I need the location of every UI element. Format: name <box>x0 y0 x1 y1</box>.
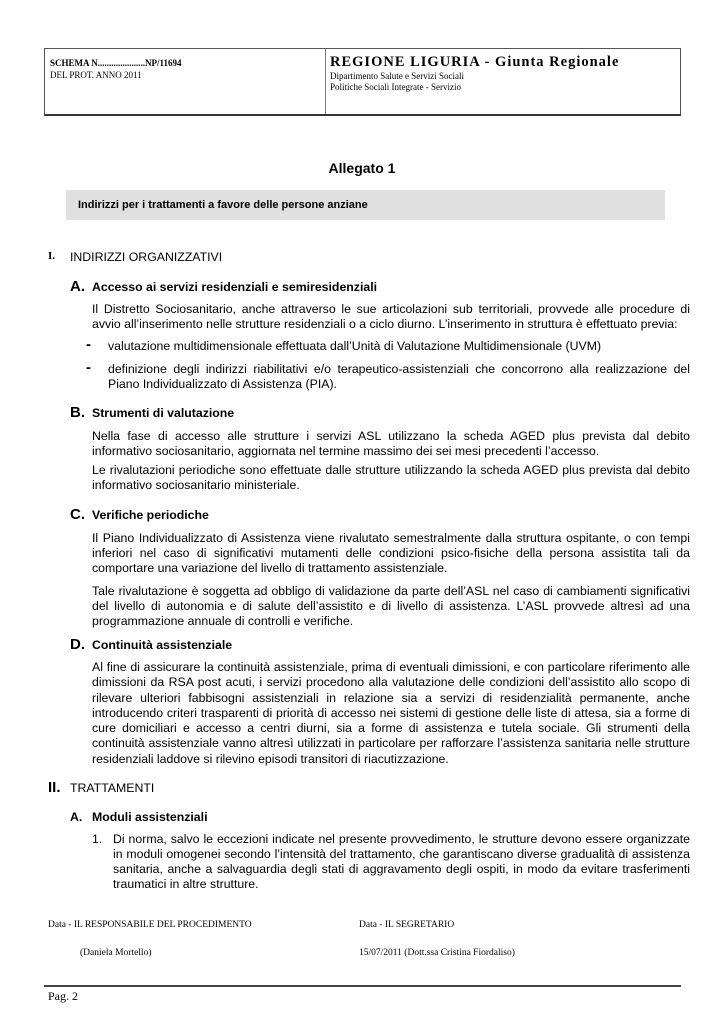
bullet-dash: - <box>86 336 91 353</box>
item-1-text: Di norma, salvo le eccezioni indicate nel presente provvedimento, le strutture devono essere organizzate in moduli omogenei secondo l’intensità del trattamento, che garantiscano diverse gradualità di assistenza sanitaria, anche a salvaguardia degli stati di aggravamento degli ospiti, in modo da evitare trasferimenti traumatici in altre strutture. <box>113 832 690 891</box>
section-2-number: II. <box>48 779 61 796</box>
section-a-paragraph: Il Distretto Sociosanitario, anche attraverso le sue articolazioni sub territoriali, provvede alle procedure di avvio all’inserimento nelle strutture residenziali o a ciclo diurno. L’inserimento in struttura è effettuato previa: <box>92 302 690 331</box>
service: Politiche Sociali Integrate - Servizio <box>330 82 461 92</box>
header-right <box>326 49 680 114</box>
section-b-paragraph-1: Nella fase di accesso alle strutture i servizi ASL utilizzano la scheda AGED plus prevista dal debito informativo sociosanitario, aggiornata nel termine massimo dei sei mesi precedenti l’accesso. <box>92 429 690 458</box>
item-number: 1. <box>92 832 103 846</box>
document-header <box>44 48 681 116</box>
header-left <box>45 49 326 114</box>
schema-number: SCHEMA N.....................NP/11694 <box>50 58 182 68</box>
department: Dipartimento Salute e Servizi Sociali <box>330 71 464 81</box>
footer-right-name: 15/07/2011 (Dott.ssa Cristina Fiordaliso) <box>359 948 515 958</box>
subtitle-box: Indirizzi per i trattamenti a favore delle persone anziane <box>66 190 665 220</box>
section-a-title: Accesso ai servizi residenziali e semiresidenziali <box>92 280 378 294</box>
section-c-paragraph-1: Il Piano Individualizzato di Assistenza viene rivalutato semestralmente dalla struttura ospitante, o con tempi inferiori nel caso di significativi mutamenti delle condizioni psico-fisiche della persona assistita tali da comportare una variazione del livello di trattamento assistenziale. <box>92 531 690 575</box>
section-a-letter: A. <box>70 278 85 295</box>
protocol-year: DEL PROT. ANNO 2011 <box>50 70 142 80</box>
section-c-title: Verifiche periodiche <box>92 508 209 522</box>
footer-left-label: Data - IL RESPONSABILE DEL PROCEDIMENTO <box>48 920 252 930</box>
section-b-letter: B. <box>70 404 85 421</box>
section-c-letter: C. <box>70 506 85 523</box>
section-d-letter: D. <box>70 636 85 653</box>
bullet-1: valutazione multidimensionale effettuata dall’Unità di Valutazione Multidimensionale (UVM) <box>108 339 602 353</box>
section-1-number: I. <box>48 250 56 262</box>
bullet-2: definizione degli indirizzi riabilitativi e/o terapeutico-assistenziali che concorrono alla realizzazione del Piano Individualizzato di Assistenza (PIA). <box>108 362 690 391</box>
section-2-title: TRATTAMENTI <box>70 781 155 795</box>
footer-right-label: Data - IL SEGRETARIO <box>359 920 455 930</box>
bullet-dash: - <box>86 359 91 376</box>
region-name: REGIONE LIGURIA <box>330 54 480 70</box>
section-b-paragraph-2: Le rivalutazioni periodiche sono effettuate dalle strutture utilizzando la scheda AGED plus prevista dal debito informativo sociosanitario ministeriale. <box>92 463 690 492</box>
region-sub: - Giunta Regionale <box>479 54 620 70</box>
section-2a-letter: A. <box>70 810 83 824</box>
footer-divider <box>44 985 681 987</box>
footer-left-name: (Daniela Mortello) <box>80 948 152 958</box>
page-number: Pag. 2 <box>48 989 78 1003</box>
section-2a-title: Moduli assistenziali <box>92 810 208 824</box>
section-b-title: Strumenti di valutazione <box>92 406 235 420</box>
section-1-title: INDIRIZZI ORGANIZZATIVI <box>70 250 223 264</box>
section-c-paragraph-2: Tale rivalutazione è soggetta ad obbligo di validazione da parte dell’ASL nel caso di cambiamenti significativi del livello di autonomia e di salute dell’assistito e di livello di assistenza. L’ASL provvede altresì ad una programmazione annuale di controlli e verifiche. <box>92 584 690 628</box>
section-d-paragraph: Al fine di assicurare la continuità assistenziale, prima di eventuali dimissioni, e con particolare riferimento alle dimissioni da RSA post acuti, i servizi procedono alla valutazione delle condizioni dell’assistito allo scopo di rilevare ulteriori fabbisogni assistenziali in relazione sia a servizi di residenzialità permanente, anche introducendo criteri trasparenti di priorità di accesso nei sistemi di gestione delle liste di attesa, sia a forme di cure domiciliari e accesso a centri diurni, sia a forme di assistenza e tutela sociale. Gli strumenti della continuità assistenziale vanno altresì utilizzati in particolare per rafforzare l’assistenza sanitaria nelle strutture residenziali laddove si rilevino episodi transitori di riacutizzazione. <box>92 660 690 766</box>
page-title: Allegato 1 <box>328 160 396 176</box>
section-d-title: Continuità assistenziale <box>92 638 233 652</box>
